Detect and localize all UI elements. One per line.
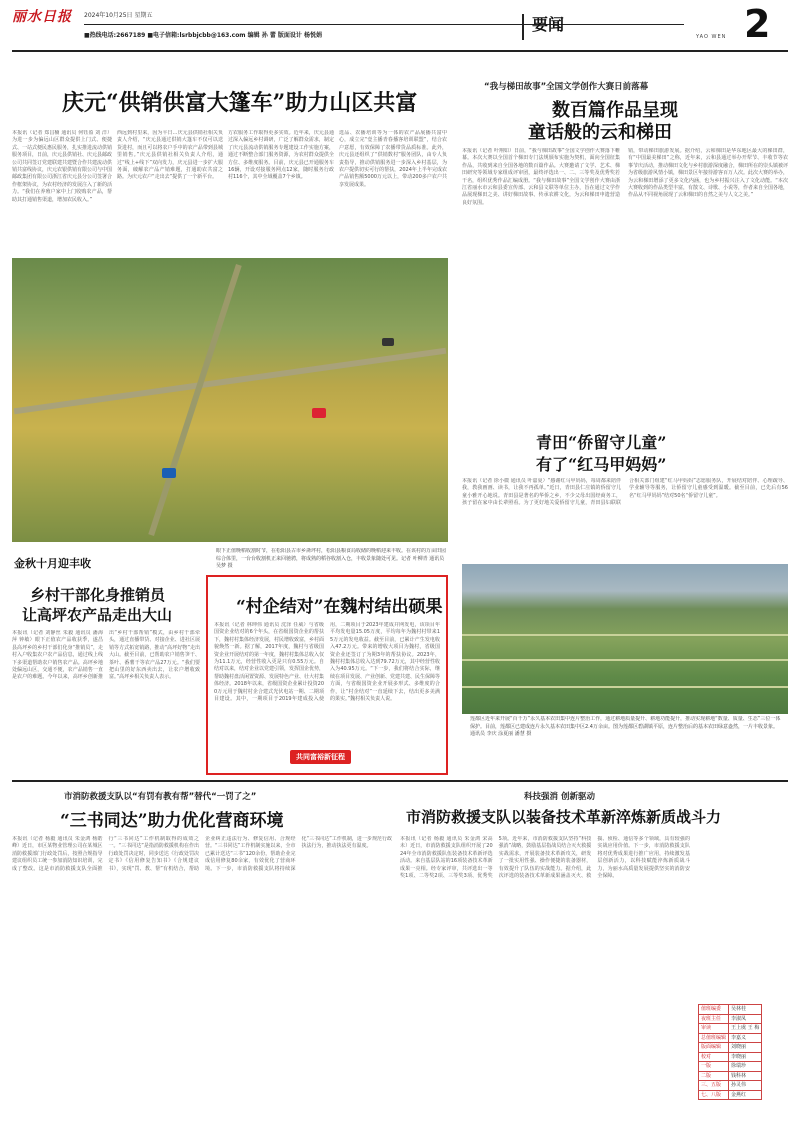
staff-name: 王上虞 王 梅 — [729, 1024, 762, 1034]
staff-index-row — [699, 1024, 762, 1034]
staff-index-row — [699, 1052, 762, 1062]
staff-role: 夜班主任 — [699, 1014, 729, 1024]
staff-role: 审读 — [699, 1024, 729, 1034]
autumn-caption-text: 眼下正值晚稻收割时节，在松阳县古市乡斋坪村，松阳县粮食局收储的晚稻迎来丰收。在该村的万亩田园综合体里，一台台收割机正来回驰骋，将成熟的稻谷收割入仓，丰收景象随处可见。记者 叶柳青 通讯员 吴梦 摄 — [216, 548, 447, 569]
staff-role: 总值班编辑 — [699, 1033, 729, 1043]
staff-name: 刘晓丽 — [729, 1043, 762, 1053]
field-path-2 — [148, 264, 241, 536]
staff-index-table — [698, 1004, 762, 1100]
field-row-1 — [462, 634, 788, 636]
harvester-3 — [382, 338, 394, 346]
contact-line: ■热线电话:2667189 ■电子信箱:lsrbbjcbb@163.com 编辑 孙 蕾 版面设计 杨悦娟 — [84, 32, 323, 39]
article1-headline: 庆元“供销供富大篷车”助力山区共富 — [62, 90, 418, 116]
section-en: YAO WEN — [696, 34, 727, 40]
date-line: 2024年10月25日 星期五 — [84, 12, 153, 19]
staff-index-row — [699, 1090, 762, 1100]
staff-name: 李淑凤 — [729, 1014, 762, 1024]
staff-role: 二版 — [699, 1071, 729, 1081]
article6-text: 本报讯（记者 杨毅 通讯员 朱金鸿 杨皓峰）近日，市区某物业管理公司在某城区消防救援部门行政处罚后，按照合规指导建议组织员工统一参加消防知识培训，完成了整改。这是市消防救援支队全面推行“三书同达”工作机制取得的成效之一。“三书同达”是指消防救援机构在作出行政处罚决定时，同步送达《行政处罚决定书》《信用修复告知书》《合规建议书》，实现“罚、教、帮”有机结合，帮助企业纠正违法行为、修复信用、合规经营。“三书同达”工作机制实施以来，全市已累计送达“三书”120余份，帮助企业完成信用修复80余家，有效优化了营商环境。下一步，市消防救援支队将持续深化“三书同达”工作机制，进一步规范行政执法行为，推动执法更有温度。 — [12, 836, 392, 872]
article2-col2: 销，带动梯田旅游发展。据介绍，云和梯田是华东地区最大的梯田群，有“中国最美梯田”之称，近年来，云和县通过举办开犁节、丰收节等农事节庆活动，推动梯田文化与乡村旅游深度融合，梯田所在的崇头镇被评为省级旅游风情小镇，梯田景区年接待游客百万人次。此次大赛的举办，为云和梯田增添了更多文化内涵，也为乡村振兴注入了文化动能。“本次大赛收到的作品类型丰富，有散文、诗歌、小说等，作者来自全国各地，作品从不同视角展现了云和梯田的自然之美与人文之美。” — [628, 148, 788, 199]
staff-name: 金燕红 — [729, 1090, 762, 1100]
staff-index-row — [699, 1043, 762, 1053]
article6-headline: “三书同达”助力优化营商环境 — [60, 811, 284, 831]
masthead-underline — [12, 50, 788, 52]
field-row-3 — [462, 686, 788, 688]
masthead — [0, 0, 800, 60]
article2-col1: 本报讯（记者 叶翔如）日前，“我与梯田故事”全国文学创作大赛落下帷幕。本次大赛以全国首个梯田专门法规颁布实施为契机，面向全国征集作品，共收到来自全国各地的数百篇作品。大赛邀请了文学、艺术、梯田研究等领域专家组成评审团，最终评选出一、二、三等奖及优秀奖若干名，组织优秀作品汇编成册。“我与梯田故事”全国文学创作大赛由浙江省丽水市云和县委宣传部、云和县文联等单位主办，旨在通过文学作品展现梯田之美、讲好梯田故事、传承农耕文化，为云和梯田申遗营造良好氛围。 — [462, 148, 620, 206]
staff-index-row — [699, 1033, 762, 1043]
staff-role: 校对 — [699, 1052, 729, 1062]
staff-index-row — [699, 1071, 762, 1081]
page-number: 2 — [744, 2, 771, 46]
article4-headline-1: 乡村干部化身推销员 — [30, 586, 166, 604]
article5-badge: 共同富裕新征程 — [290, 750, 351, 764]
article1-col3: 方农服务工作取得更多实效。近年来，庆元县通过深入偏远乡村调研，广泛了解群众需求，制定了庆元县流动供销服务专题建设工作实施方案，通过不断整合部门服务资源，为农村群众提供全方位、多维度服务。目前，庆元县已开通服务车16辆，开设对接服务网点12家，随时服务行政村116个，其中全域覆盖7个乡镇。 — [228, 130, 334, 181]
article5-headline: “村企结对”在魏村结出硕果 — [236, 597, 443, 617]
harvester-1 — [312, 408, 326, 418]
staff-name: 李嘉义 — [729, 1033, 762, 1043]
farmland-caption: 莲都区近年来开展“百千万”永久基本农田集中连片整治工作，通过耕地质量提升、耕地功能提升，推动实现耕地“数量、质量、生态”三位一体保护。目前，莲都区已建成连片永久基本农田集中区2.4万余亩。图为莲都区碧湖镇平原，连片整治后的基本农田绿意盎然，一片丰收景象。通讯员 李庆 涂夏丽 潘慧 摄 — [470, 716, 781, 737]
field-path-1 — [14, 348, 447, 415]
article1-col4: 选品、农播培训等为一体的农产品展播共富中心，成立完“壹主播青春播客培训联盟”，结合农户意愿，有效保障了农播带货品质标准。此外，庆元县还组织了“供销数村”服务团队，由专人负责指导，推动供销服务进一步深入乡村基层，为农户提供切实可行的帮扶，2024年上半年完成农产品销售额5000万元以上，带动200多户农户共享发展成果。 — [339, 130, 447, 188]
staff-index-box — [698, 1004, 788, 1122]
staff-name: 李晓丽 — [729, 1052, 762, 1062]
staff-index-row — [699, 1081, 762, 1091]
farmland-photo — [462, 564, 788, 714]
article5-text: 本报讯（记者 林坤伟 通讯员 沈泽 任威）与省级国资企业结对的6个年头，在省级国资企业的帮扶下，魏村村集体经济发展，村民增收致富，乡村面貌焕然一新。据了解，2017年度，魏村与省级国资企业开展结对的第一年度，魏村村集体总收入仅为11.1万元，经营性收入更是只有0.55万元。自结对以来，结对企业以党建引领，发挥国企优势，帮助魏村盘活闲置资源、发展特色产业、壮大村集体经济。2018年以来，省级国资企业累计投资200万元用于魏村村企合建式光伏电站一期、二期项目建设。其中，一期项目于2019年建成投入使用，二期项目于2023年建成并网发电，该项目年平均发电量15.05万度，平均每年为魏村村带来15万元的发电收益。截至目前，已累计产生发电收入47.2万元。带来的增收大项目为魏村，省级国资企业还签订了为期3年的帮扶协议。2023年，魏村村集体总收入达到79.72万元，其中经营性收入为40.95万元。“下一步，我们将结合实际，继续在项目发展、产业创新、党建共建、民生保障等方面，与省级国资企业开展多形式、多维度的合作，让“村企结对”一直延续下去，结出更多美满的果实。”魏村相关负责人说。 — [214, 622, 440, 703]
section-divider — [522, 14, 524, 40]
article3-text: 本报讯（记者 徐小微 通讯员 叶嘉夏）“感谢红马甲妈妈，每周都来陪伴我，教我画画、读书，让我不再孤单。”近日，青田县仁庄镇的侨留守儿童小雅开心地说。青田县是著名的华侨之乡，不少父母出国经商务工，孩子留在家中由长辈照看。为了更好地关爱侨留守儿童，青田县妇联联合相关部门组建“红马甲妈妈”志愿服务队，开展结对陪伴、心理疏导、学业辅导等服务，让侨留守儿童感受到温暖。截至目前，已先后有56名“红马甲妈妈”结对50名“侨留守儿童”。 — [462, 478, 788, 507]
staff-name: 孙灵伟 — [729, 1081, 762, 1091]
article7-kicker: 科技强消 创新驱动 — [524, 792, 595, 802]
staff-name: 钱科林 — [729, 1071, 762, 1081]
field-row-2 — [462, 659, 788, 661]
staff-role: 版面编辑 — [699, 1043, 729, 1053]
staff-role: 三、五版 — [699, 1081, 729, 1091]
staff-index-row — [699, 1014, 762, 1024]
article2-headline-1: 数百篇作品呈现 — [552, 100, 678, 121]
staff-name: 徐瑞珍 — [729, 1062, 762, 1072]
article1-col1: 本报讯（记者 郑昌楠 通讯员 何钰盈 刘 洋）为进一步为偏远山区群众提供上门式、便捷式、一站式便民惠民服务，扎实推进流动供销服务项目，日前，庆元县供销社、庆元县邮政公司共同签订党建联建共建暨合作共建流动供销共富线协议，庆元农银供销有限公司与中国邮政集团有限公司浙江省庆元县分公司签署合作框架协议，为农村经济的发展注入了新的活力。“我们在养殖户家中上门收购农产品，帮助其打通销售渠道，增加农民收入。” — [12, 130, 112, 203]
staff-role: 七、八版 — [699, 1090, 729, 1100]
harvester-2 — [162, 468, 176, 478]
masthead-bar — [84, 24, 684, 25]
staff-index-row — [699, 1062, 762, 1072]
staff-index-row — [699, 1005, 762, 1015]
article2-kicker: “我与梯田故事”全国文学创作大赛日前落幕 — [484, 82, 649, 92]
staff-role: 值班编委 — [699, 1005, 729, 1015]
staff-role: 一版 — [699, 1062, 729, 1072]
article7-headline: 市消防救援支队以装备技术革新淬炼新质战斗力 — [406, 808, 722, 826]
section-title: 要闻 — [532, 15, 565, 34]
article7-text: 本报讯（记者 杨毅 通讯员 朱金鸿 宋高未）近日，市消防救援支队组织开展了2024年全市消防救援队伍装备技术革新评选活动。来自基层队站的16项装备技术革新成果一亮相。经专家评审，共评选出一等奖1项、二等奖2项、三等奖3项、优秀奖5项。近年来，市消防救援支队坚持“科技强消”战略，鼓励基层指战员结合灭火救援实战需求，开展装备技术革新攻关，研发了一批实用性强、操作便捷的装备器材，有效提升了队伍的实战能力。据介绍，此次评选的装备技术革新成果涵盖灭火、救援、侦检、通信等多个领域，具有较强的实战应用价值。下一步，市消防救援支队将对优秀成果进行推广应用，持续激发基层创新活力，以科技赋能淬炼新质战斗力，为丽水高质量发展提供坚实的消防安全保障。 — [400, 836, 690, 880]
staff-name: 吴林桂 — [729, 1005, 762, 1015]
autumn-harvest-photo — [12, 258, 448, 542]
article4-headline-2: 让高坪农产品走出大山 — [22, 606, 173, 624]
article3-headline-1: 青田“侨留守儿童” — [536, 433, 667, 452]
article1-col2: 西远到村里来，因为平日…庆元县供销社相关负责人介绍，“庆元县通过供销大篷车不仅可以送货进村，而且可以将农户手中的农产品带到县城里销售。”庆元县供销社相关负责人介绍，通过“线上+线下”双向发力，庆元县进一步扩大服务面，破解农产品产销难题，打通助农共富之路。为庆元农户“走出去”提供了一个新平台。 — [117, 130, 223, 181]
article2-headline-2: 童话般的云和梯田 — [528, 122, 672, 143]
autumn-caption-title: 金秋十月迎丰收 — [14, 557, 91, 570]
article6-kicker: 市消防救援支队以“有罚有教有帮”替代“一罚了之” — [64, 792, 257, 802]
section-divider-bottom — [12, 780, 788, 782]
article4-text: 本报讯（记者 刘静丝 朱毅 通讯员 潘海萍 钟敏）眼下正值农产品收获季，遂昌县高坪乡的乡村干部们化身“推销员”，走村入户收集农户农产品信息，通过线上线下多渠道帮助农户销售农产品。高坪乡地处偏远山区，交通不便，农产品销售一直是农户的难题。今年以来，高坪乡创新推出“乡村干部帮销”模式，由乡村干部牵头，通过直播带货、对接企业、进社区展销等方式拓宽销路，推动“高坪好物”走出大山。截至目前，已帮助农户销售笋干、茶叶、番薯干等农产品27万元。“我们要把山里的好东西卖出去，让农户增收致富。”高坪乡相关负责人表示。 — [12, 630, 200, 681]
article3-headline-2: 有了“红马甲妈妈” — [536, 455, 667, 474]
newspaper-logo: 丽水日报 — [12, 9, 72, 25]
